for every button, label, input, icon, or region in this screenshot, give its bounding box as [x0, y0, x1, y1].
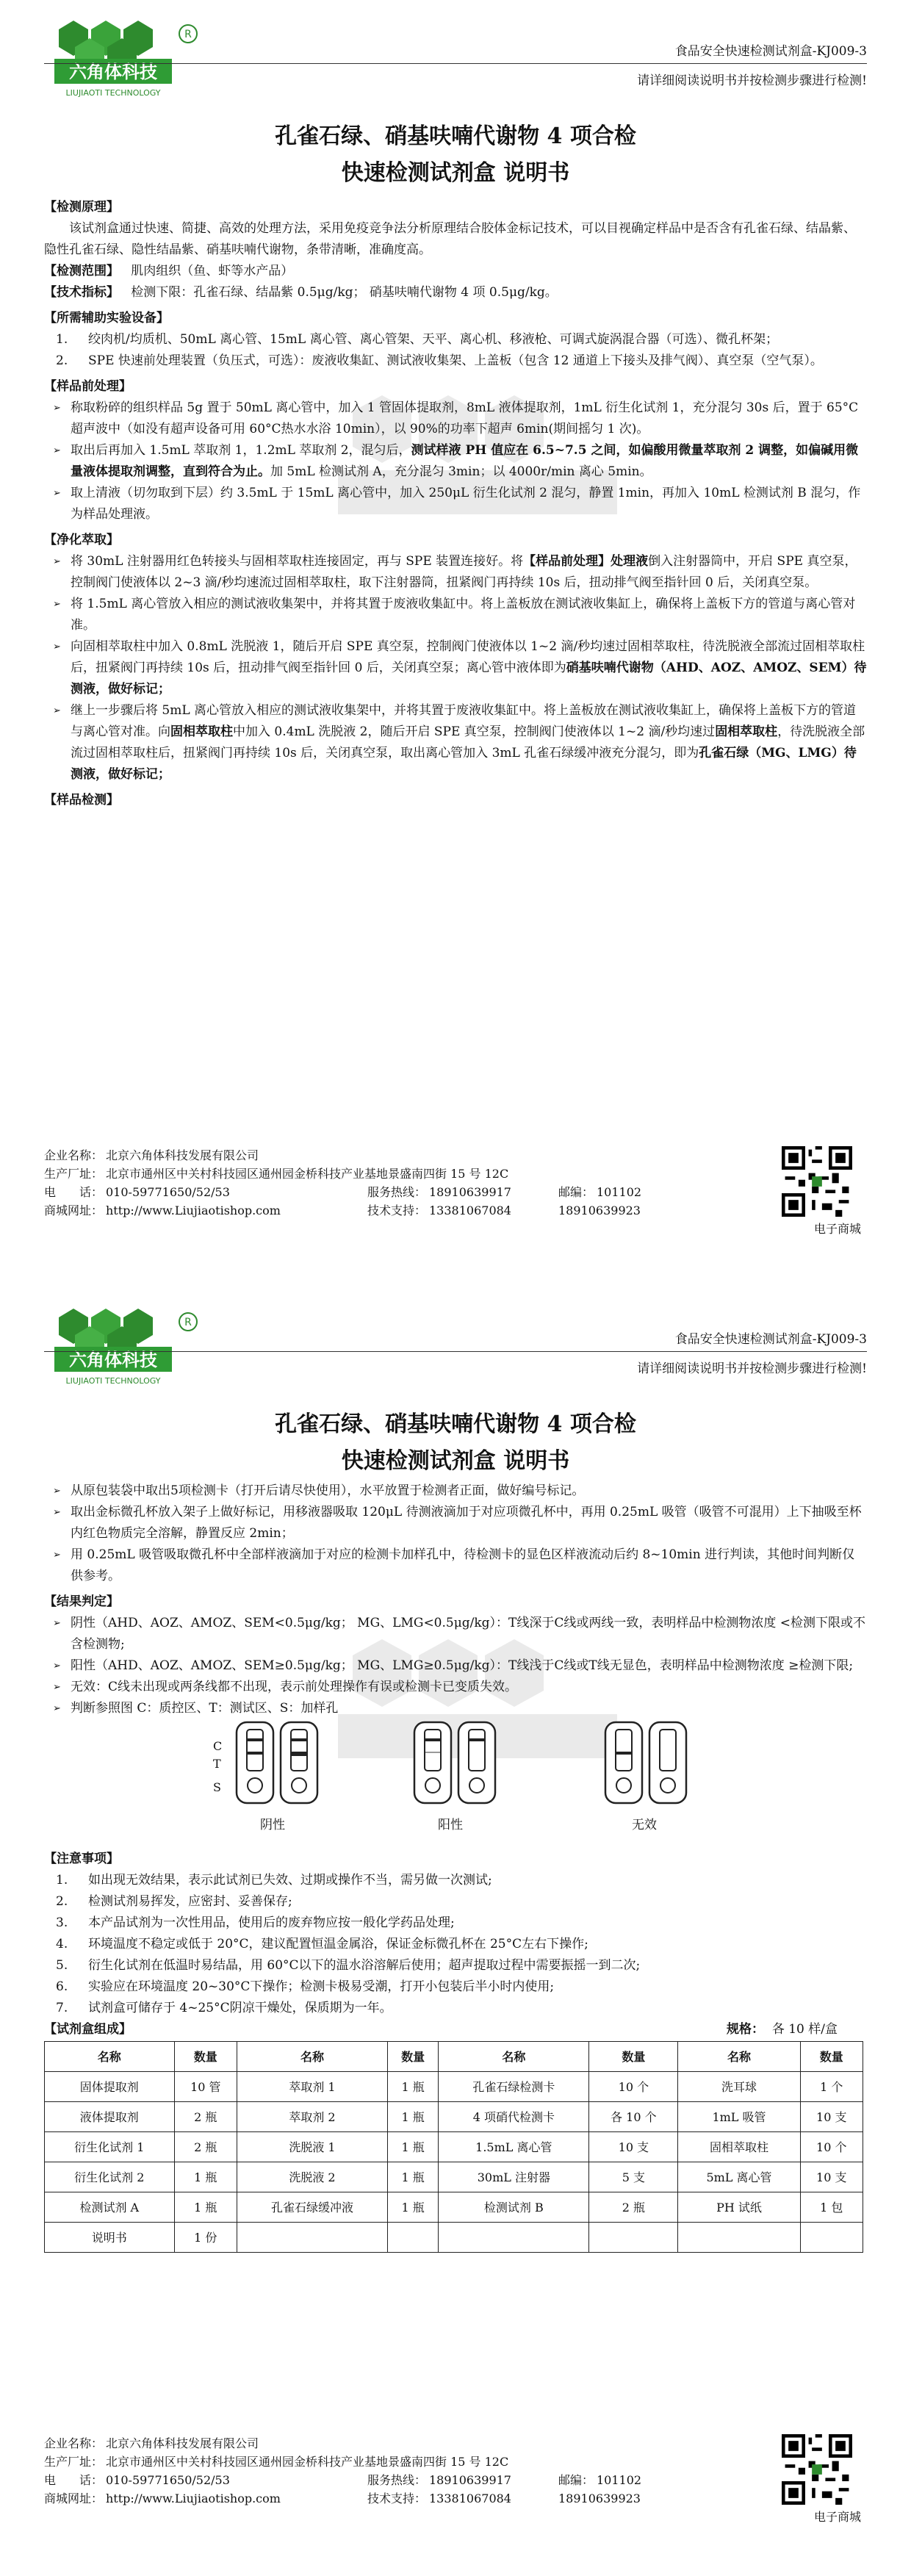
table-cell: 检测试剂 A — [45, 2192, 175, 2223]
list-item: ➢ 阴性（AHD、AOZ、AMOZ、SEM<0.5μg/kg； MG、LMG<0.5μg/kg）：T线深于C线或两线一致，表明样品中检测物浓度 <检测下限或不含检测物; — [44, 1613, 867, 1655]
svg-text:LIUJIAOTI TECHNOLOGY: LIUJIAOTI TECHNOLOGY — [65, 88, 161, 98]
table-cell: 1 份 — [174, 2223, 237, 2253]
label-t: T — [213, 1757, 221, 1771]
table-header-row: 名称 数量 名称 数量 名称 数量 名称 数量 — [45, 2042, 863, 2072]
doc-title-line2: 快速检测试剂盒 说明书 — [341, 160, 570, 186]
detection-list — [44, 1481, 867, 1587]
shop-url-link[interactable]: http://www.Liujiaotishop.com — [106, 2492, 281, 2505]
table-cell: 10 个 — [589, 2072, 678, 2102]
company-address: 北京市通州区中关村科技园区通州园金桥科技产业基地景盛南四街 15 号 12C — [106, 2455, 509, 2469]
list-item: 2. 检测试剂易挥发，应密封、妥善保存; — [56, 1894, 292, 1909]
table-cell: 10 支 — [589, 2132, 678, 2162]
svg-text:R: R — [184, 1317, 192, 1328]
arrow-bullet-icon: ➢ — [53, 1618, 61, 1629]
label-c: C — [213, 1739, 223, 1753]
negative-label: 阴性 — [260, 1818, 285, 1832]
notes-list — [44, 1870, 867, 2019]
list-item: ➢ 将 30mL 注射器用红色转接头与固相萃取柱连接固定，再与 SPE 装置连接好。将【样品前处理】处理液倒入注射器筒中，开启 SPE 真空泵，控制阀门使液体以 2~3 滴/秒均速流过固相萃取柱，取下注射器筒，扭紧阀门再持续 10s 后，扭动排气阀至指针回 0 后，关闭真空泵。 — [44, 551, 867, 594]
zip-code: 101102 — [597, 2473, 642, 2487]
table-cell: 洗脱液 2 — [237, 2162, 388, 2192]
service-hotline: 18910639917 — [429, 1185, 511, 1199]
table-cell: 1 瓶 — [174, 2192, 237, 2223]
arrow-bullet-icon: ➢ — [53, 1550, 61, 1561]
support-phone-2: 18910639923 — [558, 1204, 641, 1217]
list-item: ➢ 从原包装袋中取出5项检测卡（打开后请尽快使用），水平放置于检测者正面，做好编号标记。 — [44, 1481, 867, 1502]
arrow-bullet-icon: ➢ — [53, 705, 61, 716]
invalid-label: 无效 — [632, 1818, 657, 1832]
kit-spec: 规格： 各 10 样/盒 — [727, 2022, 838, 2037]
section-heading-sample-prep: 【 样品前处理 】 — [44, 376, 867, 397]
table-cell: 1.5mL 离心管 — [439, 2132, 589, 2162]
svg-text:R: R — [184, 29, 192, 40]
arrow-bullet-icon: ➢ — [53, 1661, 61, 1672]
list-item: 2. SPE 快速前处理装置（负压式，可选）：废液收集缸、测试液收集架、上盖板（包含 12 通道上下接头及排气阀）、真空泵（空气泵）。 — [56, 353, 823, 368]
header-right — [637, 1325, 867, 1384]
table-cell: 衍生化试剂 2 — [45, 2162, 175, 2192]
table-cell: 5 支 — [589, 2162, 678, 2192]
table-cell: 洗脱液 1 — [237, 2132, 388, 2162]
table-cell: 1 瓶 — [174, 2162, 237, 2192]
page-2 — [0, 1288, 911, 2576]
list-item: 7. 试剂盒可储存于 4~25°C阴凉干燥处，保质期为一年。 — [56, 2001, 392, 2015]
table-cell: 30mL 注射器 — [439, 2162, 589, 2192]
table-cell: 检测试剂 B — [439, 2192, 589, 2223]
support-phone-1: 13381067084 — [429, 1204, 511, 1217]
purification-list — [44, 551, 867, 785]
list-item: ➢ 无效：C线未出现或两条线都不出现，表示前处理操作有误或检测卡已变质失效。 — [44, 1677, 867, 1698]
doc-title-line2: 快速检测试剂盒 说明书 — [341, 1448, 570, 1474]
range-text: 肌肉组织（鱼、虾等水产品） — [131, 264, 294, 278]
table-cell: 4 项硝代检测卡 — [439, 2102, 589, 2132]
arrow-bullet-icon: ➢ — [53, 1486, 61, 1497]
table-cell: 10 管 — [174, 2072, 237, 2102]
zip-code: 101102 — [597, 1185, 642, 1199]
table-cell: 液体提取剂 — [45, 2102, 175, 2132]
list-item: 4. 环境温度不稳定或低于 20°C，建议配置恒温金属浴，保证金标微孔杯在 25°C左右下操作; — [56, 1937, 588, 1951]
table-cell: 10 支 — [800, 2162, 863, 2192]
arrow-bullet-icon: ➢ — [53, 1703, 61, 1714]
arrow-bullet-icon: ➢ — [53, 641, 61, 652]
table-row — [45, 2223, 863, 2253]
section-heading-kit: 【 试剂盒组成 】 — [44, 2022, 132, 2037]
arrow-bullet-icon: ➢ — [53, 556, 61, 567]
negative-strips — [234, 1719, 322, 1807]
svg-text:LIUJIAOTI TECHNOLOGY: LIUJIAOTI TECHNOLOGY — [65, 1376, 161, 1386]
arrow-bullet-icon: ➢ — [53, 599, 61, 610]
table-row — [45, 2072, 863, 2102]
table-row — [45, 2162, 863, 2192]
table-cell: 孔雀石绿检测卡 — [439, 2072, 589, 2102]
table-cell: 说明书 — [45, 2223, 175, 2253]
arrow-bullet-icon: ➢ — [53, 1682, 61, 1693]
table-cell: 1 瓶 — [387, 2072, 438, 2102]
list-item: ➢ 取出后再加入 1.5mL 萃取剂 1，1.2mL 萃取剂 2，混匀后，测试样液 PH 值应在 6.5~7.5 之间，如偏酸用微量萃取剂 2 调整，如偏碱用微量液体提取剂调整，直到符合为止。加 5mL 检测试剂 A，充分混匀 3min；以 4000r/min 离心 5min。 — [44, 440, 867, 483]
positive-label: 阳性 — [438, 1818, 463, 1832]
list-item: ➢ 用 0.25mL 吸管吸取微孔杯中全部样液滴加于对应的检测卡加样孔中，待检测卡的显色区样液流动后约 8~10min 进行判读，其他时间判断仅供参考。 — [44, 1544, 867, 1587]
section-heading-spec: 【 技术指标 】 — [44, 285, 119, 300]
footer: 企业名称： 北京六角体科技发展有限公司 生产厂址： 北京市通州区中关村科技园区通州园金桥科技产业基地景盛南四街 15 号 12C 电 话： 010-59771650/52/53 服务热线： 18910639917 邮编： 101102 商城网址： http://www.Liujiaotishop.com 技术支持： 13381067084 18910639923 电子商城 — [44, 2434, 867, 2508]
list-item: 1. 绞肉机/均质机、50mL 离心管、15mL 离心管、离心管架、天平、离心机、移液枪、可调式旋涡混合器（可选）、微孔杯架； — [56, 332, 779, 347]
list-item: 1. 如出现无效结果，表示此试剂已失效、过期或操作不当，需另做一次测试; — [56, 1873, 492, 1888]
service-hotline: 18910639917 — [429, 2473, 511, 2487]
support-phone-1: 13381067084 — [429, 2492, 511, 2505]
list-item: ➢ 取上清液（切勿取到下层）约 3.5mL 于 15mL 离心管中，加入 250μL 衍生化试剂 2 混匀，静置 1min，再加入 10mL 检测试剂 B 混匀，作为样品处理液。 — [44, 483, 867, 525]
page2-content — [44, 1481, 867, 2253]
section-heading-range: 【 检测范围 】 — [44, 264, 119, 278]
kit-table-body — [45, 2072, 863, 2253]
list-item: 6. 实验应在环境温度 20~30°C下操作；检测卡极易受潮，打开小包装后半小时内使用; — [56, 1979, 555, 1994]
table-cell — [439, 2223, 589, 2253]
kit-components-table — [44, 2041, 863, 2253]
arrow-bullet-icon: ➢ — [53, 1507, 61, 1518]
table-cell: 2 瓶 — [174, 2102, 237, 2132]
section-heading-equipment: 【 所需辅助实验设备 】 — [44, 308, 867, 329]
table-row — [45, 2192, 863, 2223]
spec-row — [44, 282, 867, 303]
table-cell: 2 瓶 — [174, 2132, 237, 2162]
table-cell: 1 个 — [800, 2072, 863, 2102]
list-item: ➢ 称取粉碎的组织样品 5g 置于 50mL 离心管中，加入 1 管固体提取剂，8mL 液体提取剂，1mL 衍生化试剂 1，充分混匀 30s 后，置于 65°C超声波中（如没有超声设备可用 60°C热水水浴 10min），以 90%的功率下超声 6min(期间摇匀 1 次)。 — [44, 397, 867, 440]
list-item: 5. 衍生化试剂在低温时易结晶，用 60°C以下的温水浴溶解后使用；超声提取过程中需要振摇一到二次; — [56, 1958, 641, 1973]
table-cell: 固体提取剂 — [45, 2072, 175, 2102]
phone: 010-59771650/52/53 — [106, 1185, 230, 1199]
table-cell: 洗耳球 — [678, 2072, 800, 2102]
sample-prep-list — [44, 397, 867, 525]
table-cell: 固相萃取柱 — [678, 2132, 800, 2162]
table-cell — [237, 2223, 388, 2253]
equipment-list — [44, 329, 867, 372]
doc-code: 食品安全快速检测试剂盒-KJ009-3 — [674, 1332, 867, 1347]
footer: 企业名称： 北京六角体科技发展有限公司 生产厂址： 北京市通州区中关村科技园区通州园金桥科技产业基地景盛南四街 15 号 12C 电 话： 010-59771650/52/53 服务热线： 18910639917 邮编： 101102 商城网址： http://www.Liujiaotishop.com 技术支持： 13381067084 18910639923 电子商城 — [44, 1146, 867, 1220]
company-address: 北京市通州区中关村科技园区通州园金桥科技产业基地景盛南四街 15 号 12C — [106, 1167, 509, 1181]
table-row — [45, 2102, 863, 2132]
list-item: 3. 本产品试剂为一次性用品，使用后的废弃物应按一般化学药品处理; — [56, 1915, 455, 1930]
company-logo — [44, 1303, 220, 1391]
section-heading-principle: 【 检测原理 】 — [44, 197, 867, 218]
range-row — [44, 261, 867, 282]
table-cell: 1 瓶 — [387, 2102, 438, 2132]
table-cell: 5mL 离心管 — [678, 2162, 800, 2192]
list-item: ➢ 将 1.5mL 离心管放入相应的测试液收集架中，并将其置于废液收集缸中。将上盖板放在测试液收集缸上，确保将上盖板下方的管道与离心管对准。 — [44, 594, 867, 636]
table-cell — [589, 2223, 678, 2253]
section-heading-result: 【 结果判定 】 — [44, 1591, 867, 1613]
invalid-strips — [602, 1719, 691, 1807]
table-cell: 1 瓶 — [387, 2162, 438, 2192]
section-heading-detection: 【 样品检测 】 — [44, 790, 867, 811]
arrow-bullet-icon: ➢ — [53, 403, 61, 414]
table-cell: 衍生化试剂 1 — [45, 2132, 175, 2162]
principle-text: 该试剂盒通过快速、简捷、高效的处理方法，采用免疫竞争法分析原理结合胶体金标记技术，可以目视确定样品中是否含有孔雀石绿、结晶紫、隐性孔雀石绿、隐性结晶紫、硝基呋喃代谢物，条带清晰，准确度高。 — [44, 221, 856, 257]
list-item: ➢ 阳性（AHD、AOZ、AMOZ、SEM≥0.5μg/kg； MG、LMG≥0.5μg/kg）：T线浅于C线或T线无显色，表明样品中检测物浓度 ≥检测下限; — [44, 1655, 867, 1677]
header-divider — [44, 1351, 867, 1352]
qr-code-icon[interactable] — [782, 1146, 852, 1217]
result-list — [44, 1613, 867, 1719]
company-logo — [44, 15, 220, 103]
qr-label: 电子商城 — [813, 1222, 861, 1236]
qr-code-icon[interactable] — [782, 2434, 852, 2505]
arrow-bullet-icon: ➢ — [53, 445, 61, 456]
doc-title-line1: 孔雀石绿、硝基呋喃代谢物 4 项合检 — [275, 123, 636, 149]
table-cell: 1 瓶 — [387, 2192, 438, 2223]
svg-text:六角体科技: 六角体科技 — [69, 1350, 157, 1370]
page1-content — [44, 193, 867, 811]
list-item: ➢ 继上一步骤后将 5mL 离心管放入相应的测试液收集架中，并将其置于废液收集缸中。将上盖板放在测试液收集缸上，确保将上盖板下方的管道与离心管对准。向固相萃取柱中加入 0.4mL 洗脱液 2，随后开启 SPE 真空泵，控制阀门使液体以 1~2 滴/秒均速过固相萃取柱，待洗脱液全部流过固相萃取柱后，扭紧阀门再持续 10s 后，关闭真空泵，取出离心管加入 3mL 孔雀石绿缓冲液充分混匀，即为孔雀石绿（MG、LMG）待测液，做好标记； — [44, 700, 867, 785]
table-cell: 1mL 吸管 — [678, 2102, 800, 2132]
table-cell: 1 包 — [800, 2192, 863, 2223]
read-notice: 请详细阅读说明书并按检测步骤进行检测! — [637, 73, 867, 88]
table-cell — [800, 2223, 863, 2253]
table-cell — [387, 2223, 438, 2253]
arrow-bullet-icon: ➢ — [53, 488, 61, 499]
header — [44, 1303, 867, 1391]
list-item: ➢ 判断参照图 C：质控区、T：测试区、S：加样孔 — [44, 1698, 867, 1719]
spec-text: 检测下限：孔雀石绿、结晶紫 0.5μg/kg； 硝基呋喃代谢物 4 项 0.5μg/kg。 — [131, 285, 558, 300]
shop-url-link[interactable]: http://www.Liujiaotishop.com — [106, 1204, 281, 1217]
table-cell: 萃取剂 2 — [237, 2102, 388, 2132]
read-notice: 请详细阅读说明书并按检测步骤进行检测! — [637, 1361, 867, 1376]
header-divider — [44, 63, 867, 64]
doc-code: 食品安全快速检测试剂盒-KJ009-3 — [674, 44, 867, 59]
phone: 010-59771650/52/53 — [106, 2473, 230, 2487]
company-name: 北京六角体科技发展有限公司 — [106, 2436, 259, 2450]
header-right — [637, 37, 867, 96]
qr-label: 电子商城 — [813, 2510, 861, 2524]
table-cell: 孔雀石绿缓冲液 — [237, 2192, 388, 2223]
list-item: ➢ 向固相萃取柱中加入 0.8mL 洗脱液 1，随后开启 SPE 真空泵，控制阀门使液体以 1~2 滴/秒均速过固相萃取柱，待洗脱液全部流过固相萃取柱后，扭紧阀门再持续 10s 后，扭动排气阀至指针回 0 后，关闭真空泵；离心管中液体即为硝基呋喃代谢物（AHD、AOZ、AMOZ、SEM）待测液，做好标记； — [44, 636, 867, 700]
doc-title-line1: 孔雀石绿、硝基呋喃代谢物 4 项合检 — [275, 1411, 636, 1437]
kit-heading-row — [44, 2019, 867, 2041]
label-s: S — [213, 1780, 221, 1794]
header — [44, 15, 867, 103]
list-item: ➢ 取出金标微孔杯放入架子上做好标记，用移液器吸取 120μL 待测液滴加于对应项微孔杯中，再用 0.25mL 吸管（吸管不可混用）上下抽吸至杯内红色物质完全溶解，静置反应 2min； — [44, 1502, 867, 1544]
section-heading-purification: 【 净化萃取 】 — [44, 530, 867, 551]
table-cell: 1 瓶 — [387, 2132, 438, 2162]
result-reference-figure — [44, 1719, 867, 1844]
support-phone-2: 18910639923 — [558, 2492, 641, 2505]
svg-text:六角体科技: 六角体科技 — [69, 62, 157, 82]
company-name: 北京六角体科技发展有限公司 — [106, 1148, 259, 1162]
table-row — [45, 2132, 863, 2162]
table-cell: 萃取剂 1 — [237, 2072, 388, 2102]
table-cell: 10 支 — [800, 2102, 863, 2132]
table-cell: 10 个 — [800, 2132, 863, 2162]
section-heading-notes: 【 注意事项 】 — [44, 1849, 867, 1870]
table-cell: 2 瓶 — [589, 2192, 678, 2223]
table-cell: PH 试纸 — [678, 2192, 800, 2223]
table-cell: 各 10 个 — [589, 2102, 678, 2132]
table-cell — [678, 2223, 800, 2253]
positive-strips — [411, 1719, 500, 1807]
